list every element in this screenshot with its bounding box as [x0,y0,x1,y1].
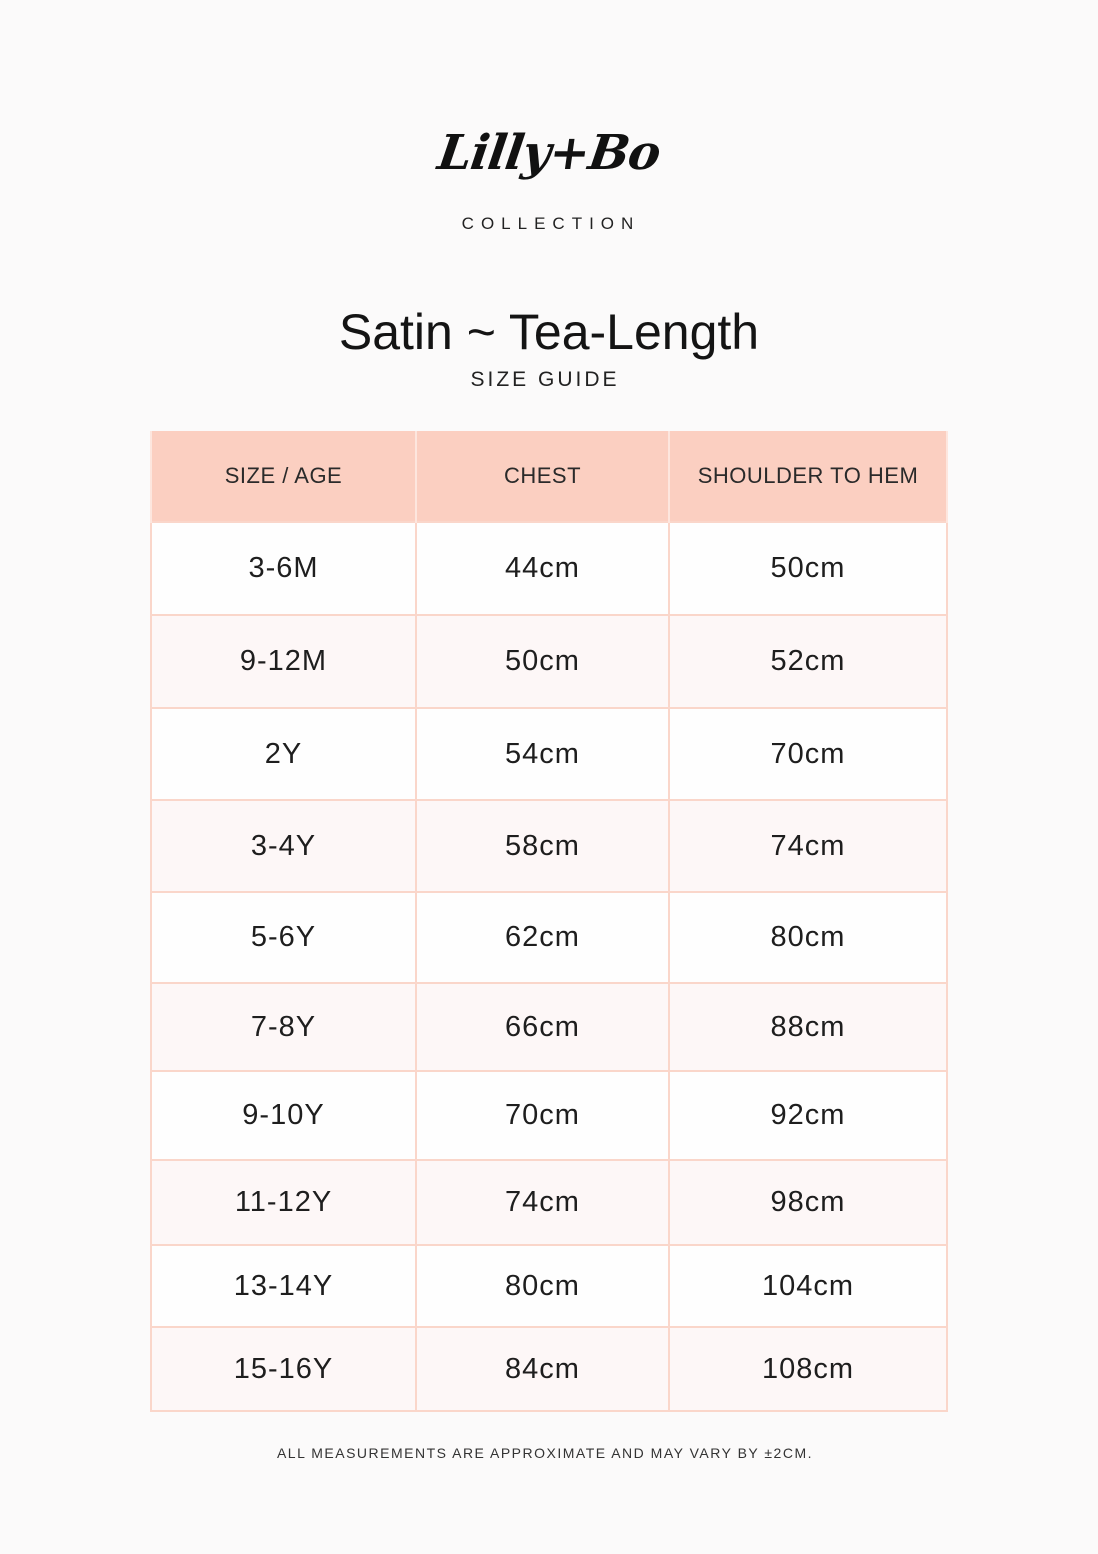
header-size-age: SIZE / AGE [151,431,416,522]
length-cell: 98cm [669,1160,947,1245]
table-row [151,983,947,1071]
table-row [151,708,947,800]
header-chest: CHEST [416,431,669,522]
chest-cell: 70cm [416,1071,669,1160]
chest-cell: 62cm [416,892,669,983]
length-cell: 104cm [669,1245,947,1327]
chest-cell: 50cm [416,615,669,708]
chest-cell: 66cm [416,983,669,1071]
chest-cell: 84cm [416,1327,669,1411]
size-cell: 9-12M [151,615,416,708]
table-row [151,800,947,892]
size-cell: 3-6M [151,522,416,615]
table-row [151,892,947,983]
size-cell: 13-14Y [151,1245,416,1327]
chest-cell: 74cm [416,1160,669,1245]
length-cell: 50cm [669,522,947,615]
page-title: Satin ~ Tea-Length [338,304,760,360]
length-cell: 70cm [669,708,947,800]
table-row [151,522,947,615]
length-cell: 108cm [669,1327,947,1411]
header-shoulder-to-hem: SHOULDER TO HEM [669,431,947,522]
table-row [151,1327,947,1411]
table-row [151,1245,947,1327]
chest-cell: 58cm [416,800,669,892]
brand-logo-script: Lilly+Bo [434,125,664,181]
table-row [151,1160,947,1245]
length-cell: 88cm [669,983,947,1071]
size-table [150,431,948,1412]
length-cell: 80cm [669,892,947,983]
length-cell: 92cm [669,1071,947,1160]
size-cell: 2Y [151,708,416,800]
table-row [151,1071,947,1160]
chest-cell: 44cm [416,522,669,615]
chest-cell: 80cm [416,1245,669,1327]
size-cell: 3-4Y [151,800,416,892]
size-cell: 15-16Y [151,1327,416,1411]
length-cell: 74cm [669,800,947,892]
measurement-footnote: ALL MEASUREMENTS ARE APPROXIMATE AND MAY VARY BY ±2CM. [276,1445,814,1461]
table-header-row [151,431,947,522]
chest-cell: 54cm [416,708,669,800]
length-cell: 52cm [669,615,947,708]
size-cell: 5-6Y [151,892,416,983]
size-cell: 7-8Y [151,983,416,1071]
size-cell: 9-10Y [151,1071,416,1160]
brand-logo [0,118,1098,234]
size-cell: 11-12Y [151,1160,416,1245]
table-row [151,615,947,708]
brand-collection-label: COLLECTION [461,214,641,233]
page-subtitle: SIZE GUIDE [470,368,620,391]
